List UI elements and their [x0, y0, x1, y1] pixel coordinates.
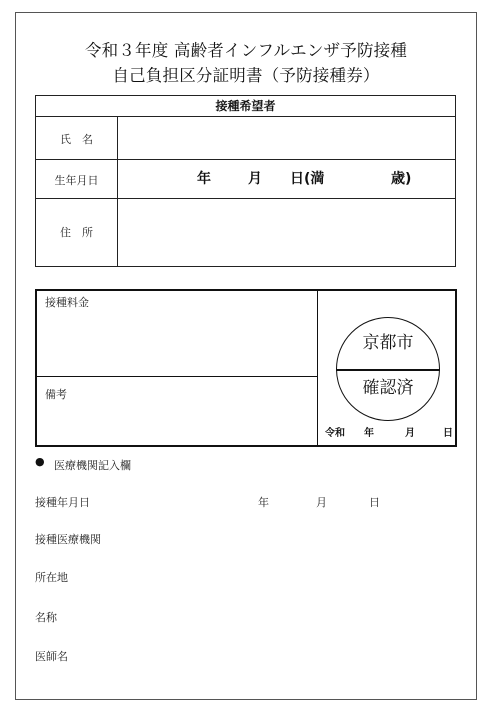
stamp-city: 京都市	[362, 333, 414, 353]
vaccination-date-label: 接種年月日	[35, 496, 90, 509]
label-divider	[117, 116, 118, 266]
location-label: 所在地	[35, 571, 68, 584]
applicant-header: 接種希望者	[36, 96, 455, 117]
remarks-label: 備考	[45, 388, 67, 401]
document-title-line1: 令和３年度 高齢者インフルエンザ予防接種	[84, 41, 408, 60]
vaccination-month-unit: 月	[316, 496, 327, 509]
doctor-name-label: 医師名	[35, 650, 68, 663]
address-label: 住 所	[60, 226, 93, 239]
fee-remarks-divider	[37, 376, 317, 377]
stamp-center-line	[336, 369, 440, 371]
stamp-confirmed: 確認済	[362, 378, 414, 398]
institution-label: 接種医療機関	[35, 533, 101, 546]
birthdate-label: 生年月日	[54, 174, 99, 187]
stamp-divider	[317, 291, 318, 445]
vaccination-day-unit: 日	[369, 496, 380, 509]
institution-name-label: 名称	[35, 611, 57, 624]
stamp-month-unit: 月	[405, 428, 415, 439]
age-unit: 歳)	[391, 171, 412, 187]
fee-stamp-box	[35, 289, 457, 447]
vaccination-year-unit: 年	[258, 496, 269, 509]
birth-day-age-open: 日(満	[290, 171, 325, 187]
medical-section-title: 医療機関記入欄	[54, 459, 131, 472]
stamp-year-unit: 年	[364, 428, 374, 439]
birth-year-unit: 年	[197, 171, 211, 187]
stamp-era: 令和	[325, 428, 345, 439]
name-row	[36, 116, 455, 160]
fee-label: 接種料金	[45, 296, 89, 309]
birthdate-row	[36, 160, 455, 199]
document-title-line2: 自己負担区分証明書（予防接種券）	[112, 66, 380, 85]
address-row	[36, 199, 455, 266]
applicant-table	[35, 95, 456, 267]
section-bullet-icon: ●	[35, 455, 45, 468]
name-label: 氏 名	[60, 133, 93, 146]
stamp-day-unit: 日	[443, 428, 453, 439]
birth-month-unit: 月	[248, 171, 262, 187]
